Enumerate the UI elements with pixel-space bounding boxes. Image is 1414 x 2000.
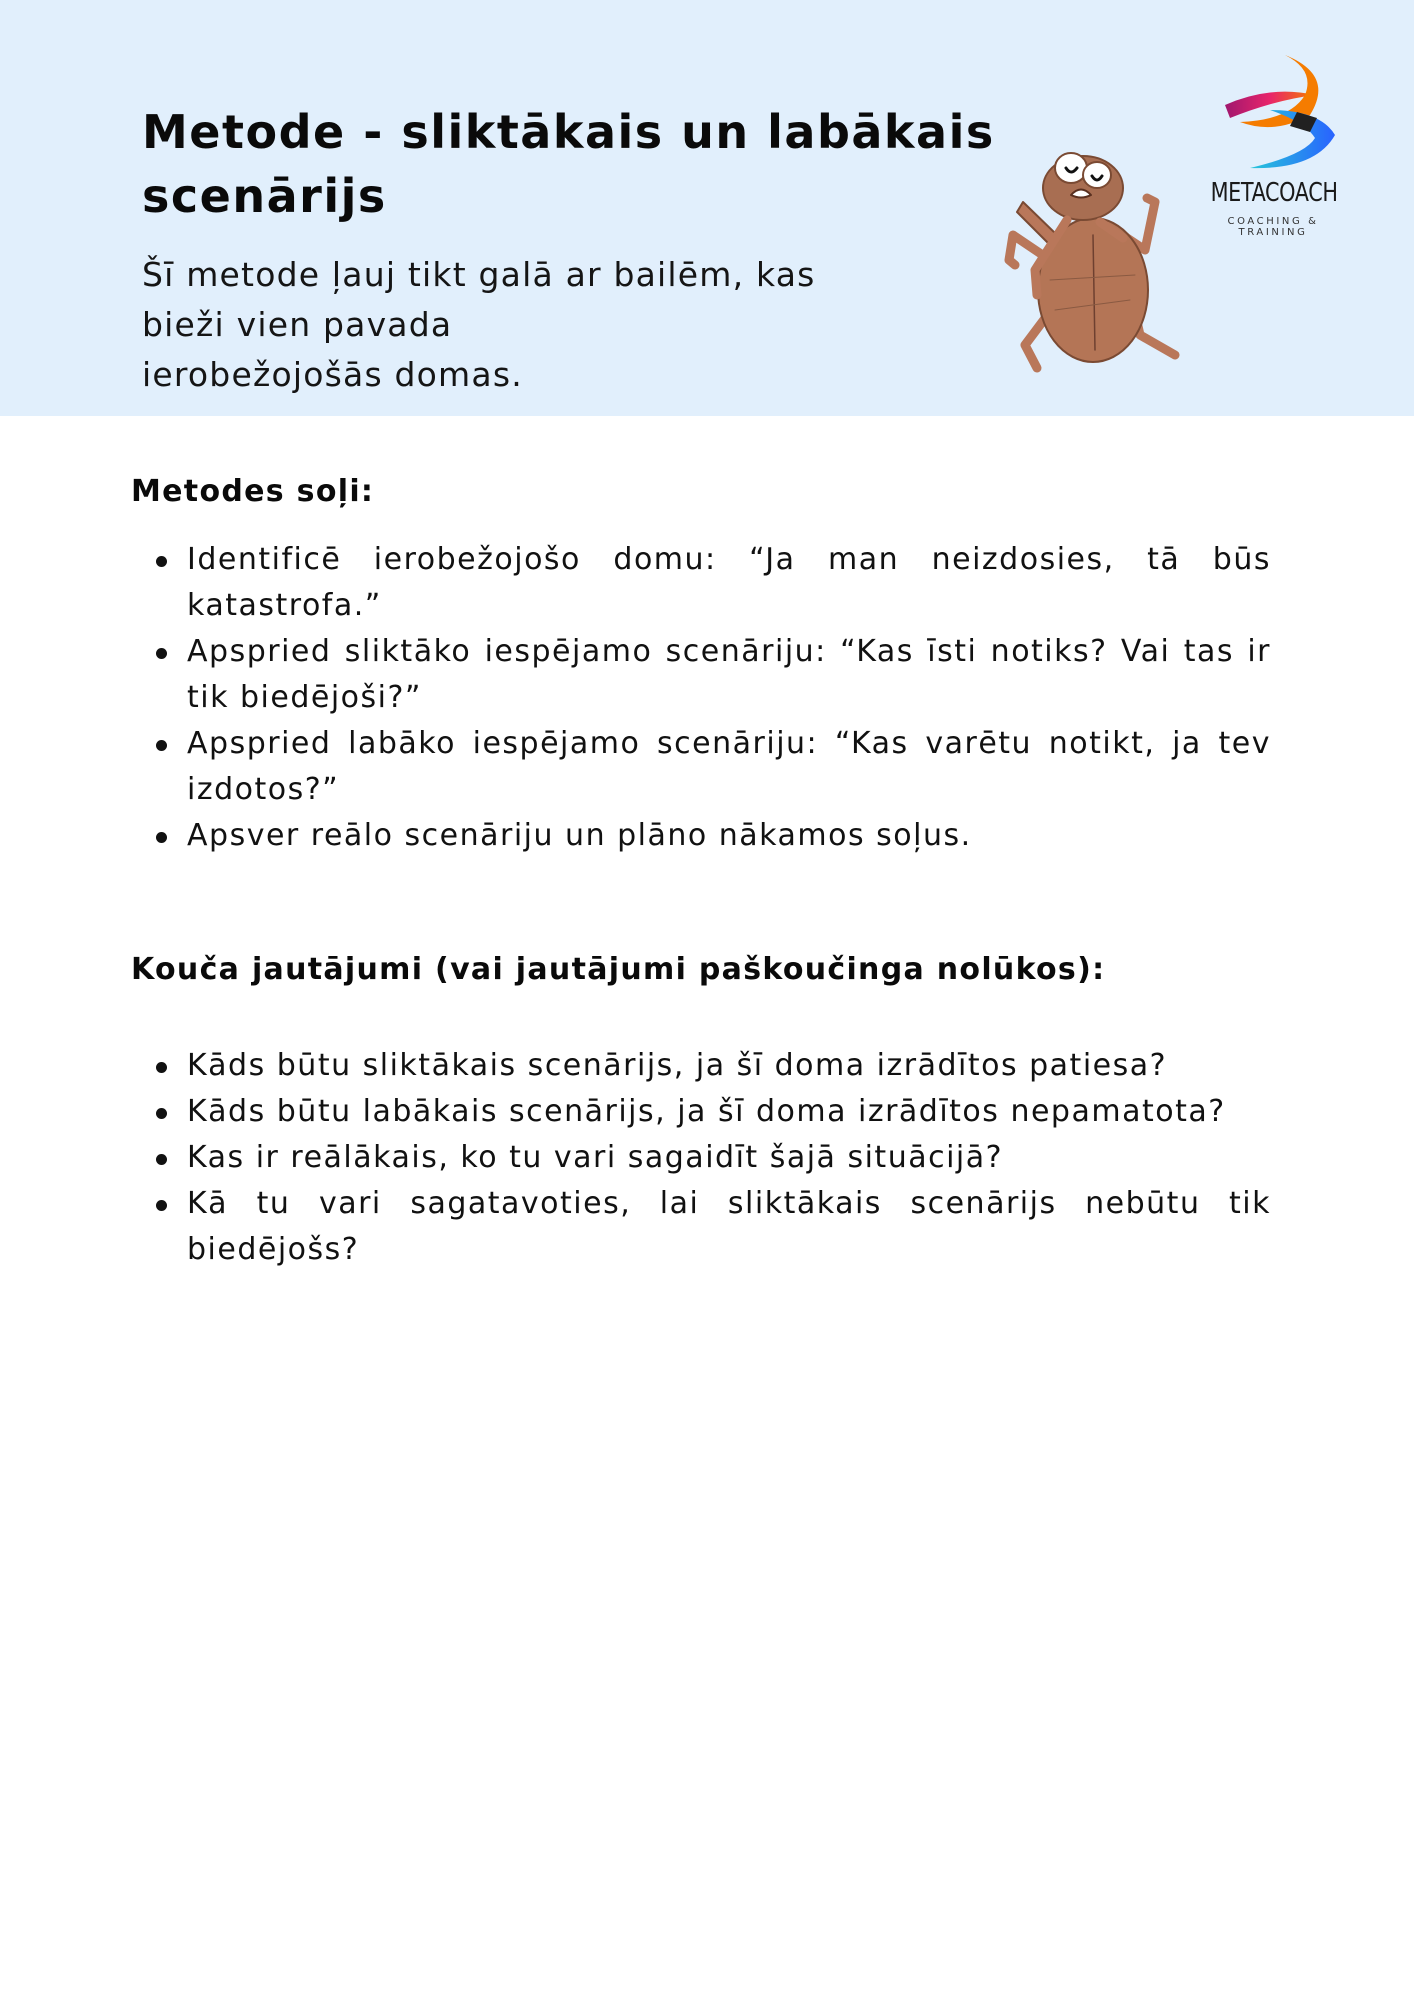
list-item — [131, 1181, 1271, 1273]
questions-heading: Kouča jautājumi (vai jautājumi paškoučinga nolūkos): — [131, 952, 1106, 987]
step-text: Apsver reālo scenāriju un plāno nākamos soļus. — [187, 818, 972, 853]
list-item — [131, 1135, 1271, 1181]
bullet-icon — [156, 648, 167, 659]
metacoach-logo — [1195, 50, 1355, 240]
logo-tagline: COACHING & TRAINING — [1227, 216, 1319, 238]
logo-name: METACOACH — [1210, 178, 1338, 208]
step-text: Apspried labāko iespējamo scenāriju: “Kas varētu notikt, ja tev izdotos?” — [187, 726, 1271, 807]
question-text: Kāds būtu sliktākais scenārijs, ja šī doma izrādītos patiesa? — [187, 1048, 1168, 1083]
question-text: Kā tu vari sagatavoties, lai sliktākais scenārijs nebūtu tik biedējošs? — [187, 1186, 1271, 1267]
steps-heading: Metodes soļi: — [131, 474, 375, 509]
question-text: Kāds būtu labākais scenārijs, ja šī doma izrādītos nepamatota? — [187, 1094, 1226, 1129]
questions-list — [131, 1043, 1271, 1273]
page-title: Metode - sliktākais un labākais scenārijs — [142, 105, 995, 223]
steps-list — [131, 537, 1271, 859]
list-item — [131, 1089, 1271, 1135]
page-subtitle — [142, 250, 862, 400]
list-item — [131, 1043, 1271, 1089]
bullet-icon — [156, 1108, 167, 1119]
bullet-icon — [156, 556, 167, 567]
bullet-icon — [156, 1154, 167, 1165]
step-text: Apspried sliktāko iespējamo scenāriju: “Kas īsti notiks? Vai tas ir tik biedējoši?” — [187, 634, 1271, 715]
question-text: Kas ir reālākais, ko tu vari sagaidīt šajā situācijā? — [187, 1140, 1004, 1175]
list-item — [131, 813, 1271, 859]
list-item — [131, 629, 1271, 721]
subtitle-line: ierobežojošās domas. — [142, 355, 523, 394]
step-text: Identificē ierobežojošo domu: “Ja man neizdosies, tā būs katastrofa.” — [187, 542, 1271, 623]
list-item — [131, 721, 1271, 813]
subtitle-line: Šī metode ļauj tikt galā ar bailēm, kas — [142, 255, 816, 294]
list-item — [131, 537, 1271, 629]
bullet-icon — [156, 832, 167, 843]
bullet-icon — [156, 1200, 167, 1211]
bullet-icon — [156, 1062, 167, 1073]
bullet-icon — [156, 740, 167, 751]
worried-bug-illustration — [995, 140, 1195, 380]
subtitle-line: bieži vien pavada — [142, 305, 453, 344]
